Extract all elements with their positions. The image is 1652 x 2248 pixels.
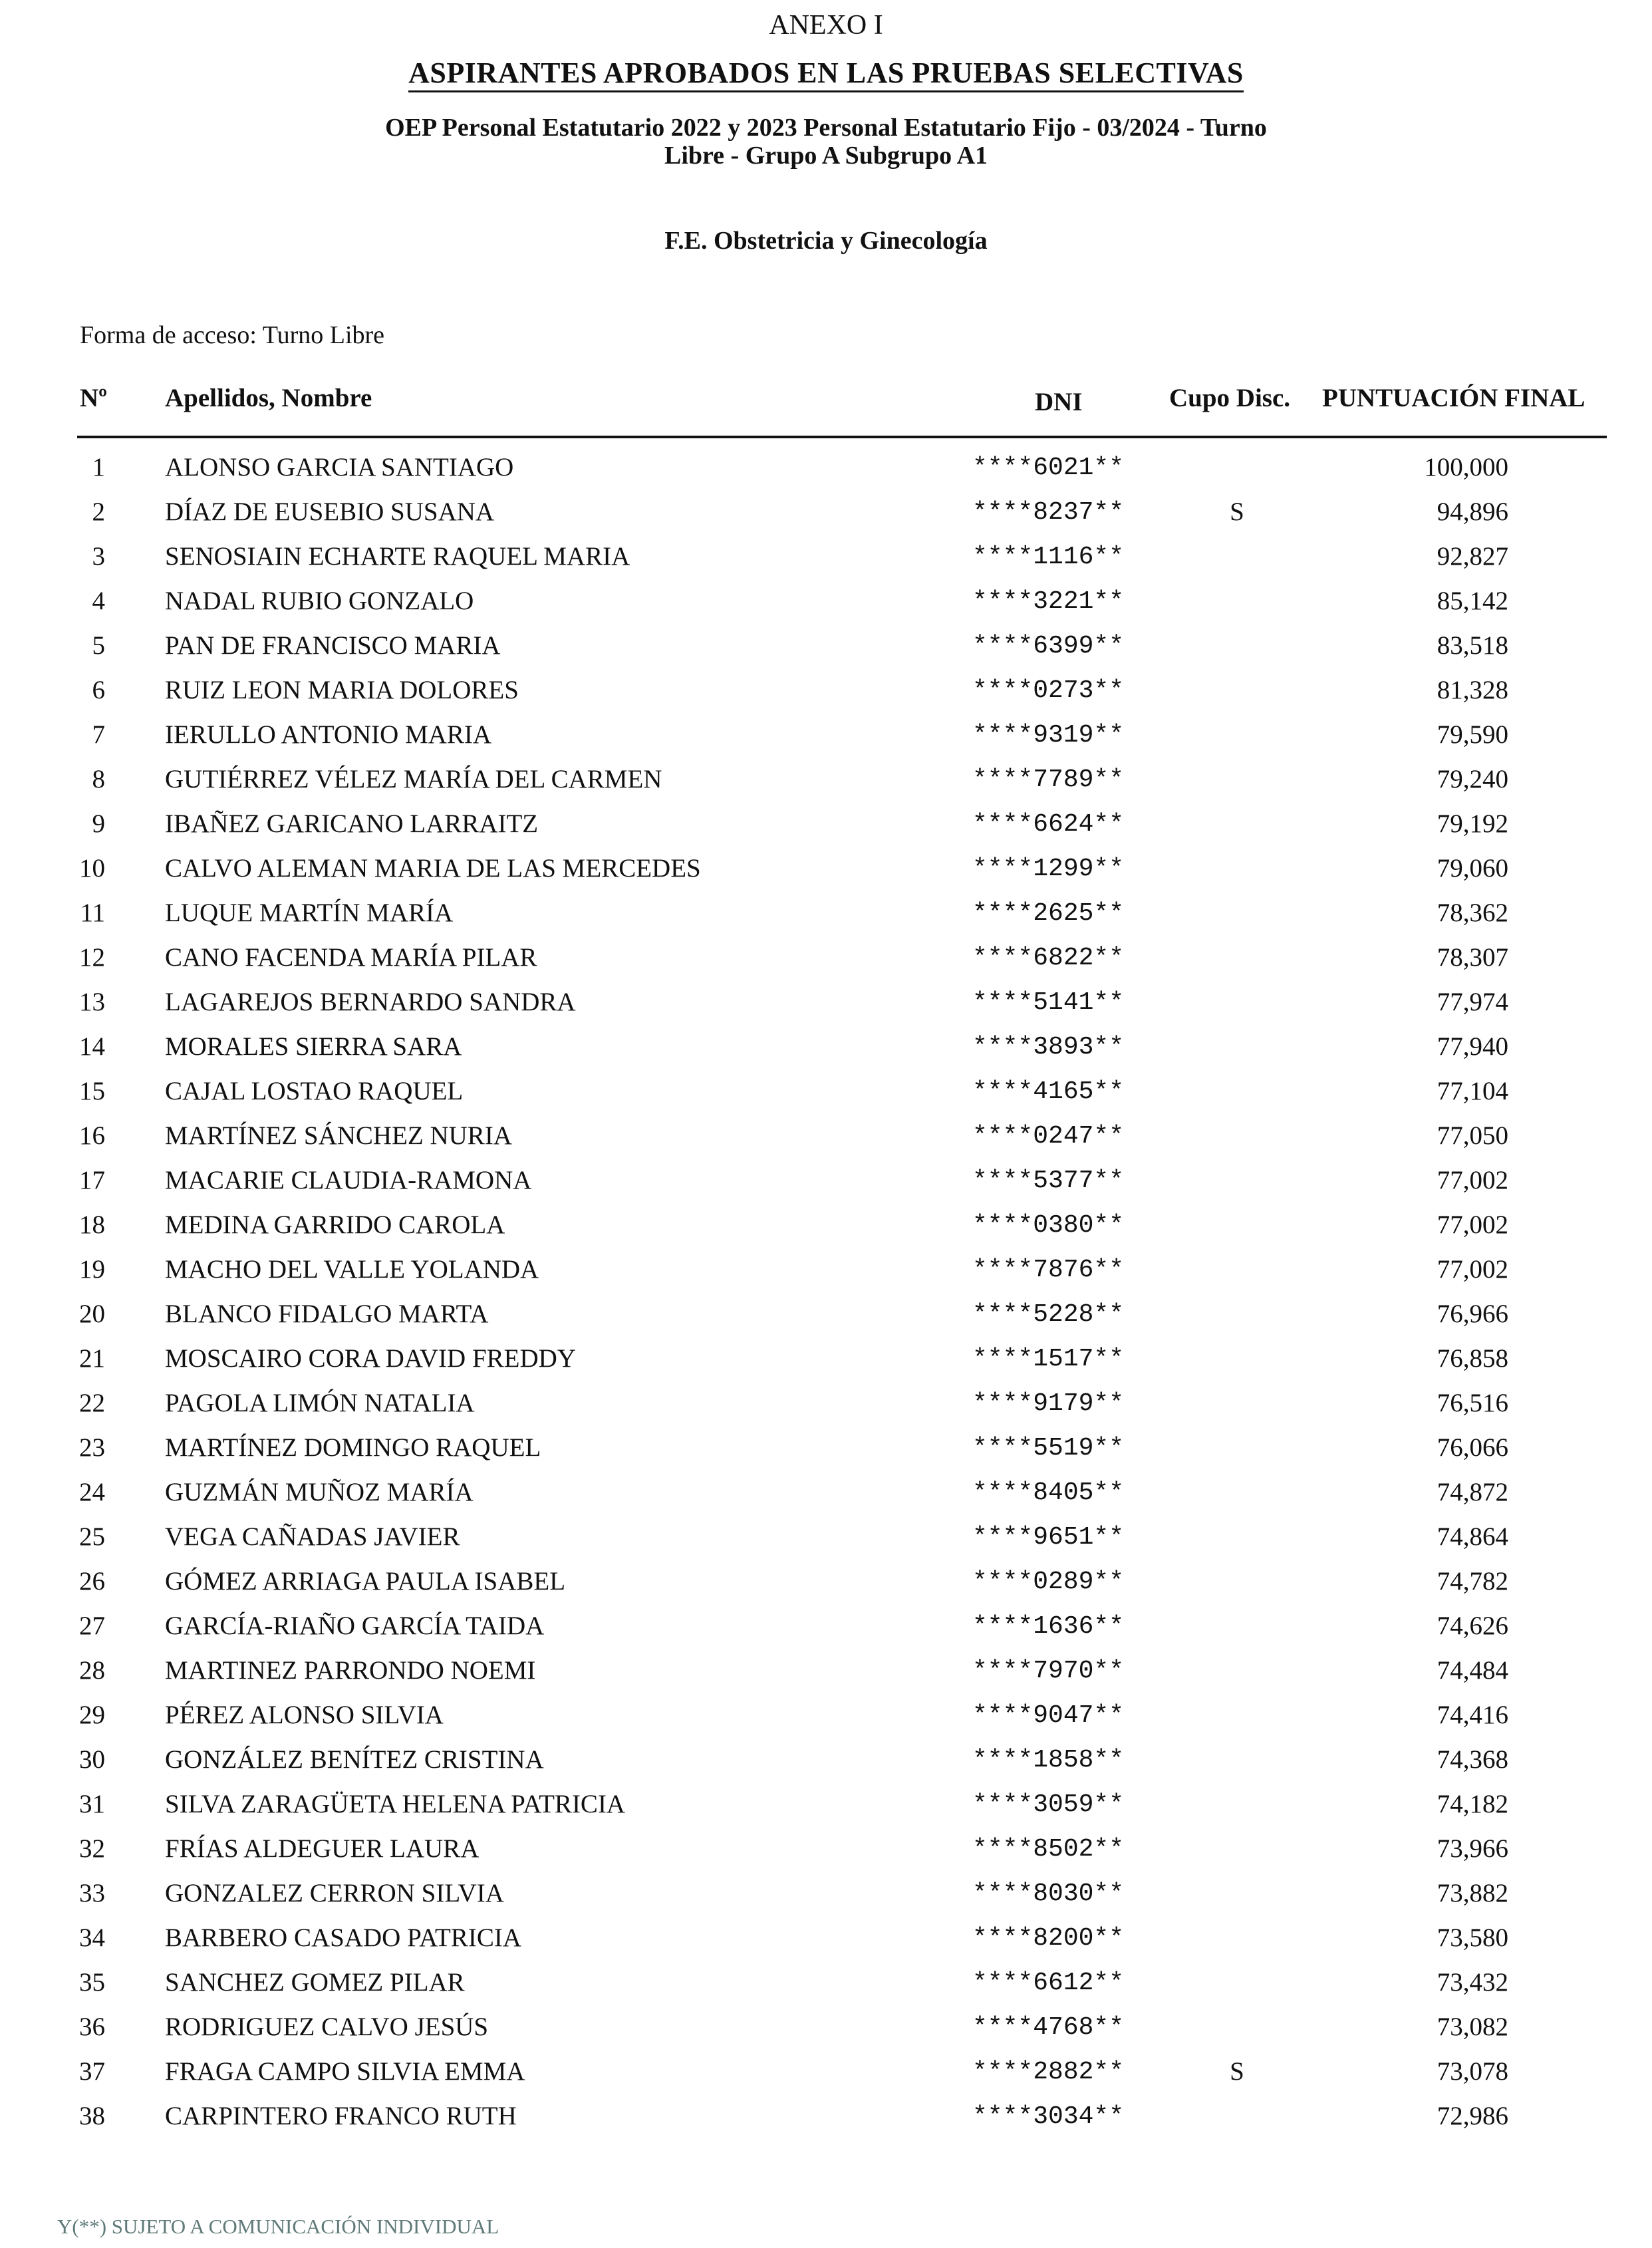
table-row [0,1611,1652,1655]
row-number: 11 [80,899,105,927]
row-dni: ****5141** [972,988,1125,1017]
row-name: DÍAZ DE EUSEBIO SUSANA [165,497,495,526]
access-mode: Forma de acceso: Turno Libre [80,321,385,349]
row-score: 77,002 [1437,1255,1508,1284]
subtitle-line-1: OEP Personal Estatutario 2022 y 2023 Personal Estatutario Fijo - 03/2024 - Turno [385,114,1267,142]
table-row [0,675,1652,720]
row-score: 78,307 [1437,943,1508,972]
footer-note: Y(**) SUJETO A COMUNICACIÓN INDIVIDUAL [57,2215,499,2238]
table-row [0,720,1652,764]
row-score: 74,626 [1437,1612,1508,1640]
row-dni: ****0273** [972,676,1125,705]
row-name: CALVO ALEMAN MARIA DE LAS MERCEDES [165,854,701,883]
row-name: MARTÍNEZ SÁNCHEZ NURIA [165,1121,512,1150]
row-name: MACHO DEL VALLE YOLANDA [165,1255,539,1284]
row-score: 76,516 [1437,1389,1508,1417]
table-row [0,1967,1652,2012]
row-number: 4 [92,587,105,615]
row-number: 29 [79,1701,105,1729]
row-dni: ****8405** [972,1478,1125,1507]
row-dni: ****8237** [972,498,1125,527]
row-number: 18 [79,1210,105,1239]
row-name: MEDINA GARRIDO CAROLA [165,1210,505,1239]
row-dni: ****8502** [972,1835,1125,1864]
row-name: RODRIGUEZ CALVO JESÚS [165,2013,489,2041]
table-row [0,1388,1652,1433]
row-score: 77,940 [1437,1032,1508,1061]
row-name: GARCÍA-RIAÑO GARCÍA TAIDA [165,1612,545,1640]
row-number: 13 [79,988,105,1016]
row-dni: ****4165** [972,1077,1125,1106]
row-number: 23 [79,1433,105,1462]
row-number: 9 [92,809,105,838]
row-name: MARTINEZ PARRONDO NOEMI [165,1656,536,1685]
row-score: 79,590 [1437,720,1508,749]
row-name: LUQUE MARTÍN MARÍA [165,899,454,927]
row-name: CAJAL LOSTAO RAQUEL [165,1077,464,1105]
subtitle-line-2: Libre - Grupo A Subgrupo A1 [664,142,988,170]
row-dni: ****1299** [972,855,1125,883]
row-dni: ****6399** [972,632,1125,660]
row-score: 74,368 [1437,1745,1508,1774]
row-score: 77,002 [1437,1166,1508,1194]
row-score: 73,432 [1437,1968,1508,1997]
row-dni: ****0380** [972,1211,1125,1240]
row-name: MORALES SIERRA SARA [165,1032,462,1061]
row-dni: ****6021** [972,454,1125,482]
table-row [0,1210,1652,1254]
column-header-cupo: Cupo Disc. [1169,384,1291,412]
row-score: 94,896 [1437,497,1508,526]
row-number: 28 [79,1656,105,1685]
row-number: 5 [92,631,105,660]
row-number: 19 [79,1255,105,1284]
row-score: 83,518 [1437,631,1508,660]
row-score: 78,362 [1437,899,1508,927]
row-dni: ****0247** [972,1122,1125,1151]
table-row [0,1923,1652,1967]
table-row [0,987,1652,1032]
column-header-number: Nº [80,384,108,412]
row-number: 15 [79,1077,105,1105]
row-number: 1 [92,453,105,482]
row-name: ALONSO GARCIA SANTIAGO [165,453,514,482]
row-name: PÉREZ ALONSO SILVIA [165,1701,444,1729]
candidates-table [0,452,1652,2146]
row-number: 33 [79,1879,105,1907]
table-row [0,1343,1652,1388]
table-row [0,1700,1652,1745]
table-row [0,541,1652,586]
row-name: VEGA CAÑADAS JAVIER [165,1522,460,1551]
row-number: 7 [92,720,105,749]
table-row [0,631,1652,675]
table-row [0,497,1652,541]
row-score: 79,192 [1437,809,1508,838]
row-name: PAN DE FRANCISCO MARIA [165,631,501,660]
row-name: BARBERO CASADO PATRICIA [165,1923,522,1952]
table-row [0,1433,1652,1477]
row-number: 24 [79,1478,105,1506]
table-row [0,809,1652,853]
row-number: 38 [79,2102,105,2130]
table-row [0,942,1652,987]
table-row [0,1566,1652,1611]
header-divider [77,436,1607,438]
column-header-dni: DNI [1035,388,1083,416]
row-score: 74,416 [1437,1701,1508,1729]
annex-label: ANEXO I [769,10,883,41]
row-score: 74,484 [1437,1656,1508,1685]
row-name: GUTIÉRREZ VÉLEZ MARÍA DEL CARMEN [165,765,662,793]
table-row [0,2012,1652,2056]
row-score: 77,974 [1437,988,1508,1016]
row-dni: ****8200** [972,1924,1125,1953]
row-name: CANO FACENDA MARÍA PILAR [165,943,537,972]
row-number: 20 [79,1300,105,1328]
row-dni: ****7970** [972,1657,1125,1685]
row-name: SENOSIAIN ECHARTE RAQUEL MARIA [165,542,630,571]
row-score: 85,142 [1437,587,1508,615]
row-dni: ****6822** [972,944,1125,972]
row-number: 30 [79,1745,105,1774]
row-score: 72,986 [1437,2102,1508,2130]
row-number: 34 [79,1923,105,1952]
row-dni: ****6612** [972,1969,1125,1997]
row-score: 73,882 [1437,1879,1508,1907]
row-name: NADAL RUBIO GONZALO [165,587,474,615]
row-name: FRAGA CAMPO SILVIA EMMA [165,2057,525,2086]
row-cupo: S [1230,2057,1244,2086]
table-row [0,1477,1652,1522]
row-score: 74,872 [1437,1478,1508,1506]
table-row [0,1789,1652,1834]
column-header-score: PUNTUACIÓN FINAL [1322,384,1585,412]
row-dni: ****5377** [972,1167,1125,1195]
row-number: 31 [79,1790,105,1818]
row-score: 77,002 [1437,1210,1508,1239]
row-score: 73,966 [1437,1834,1508,1863]
table-row [0,1655,1652,1700]
row-name: MARTÍNEZ DOMINGO RAQUEL [165,1433,541,1462]
table-row [0,1522,1652,1566]
row-dni: ****6624** [972,810,1125,839]
row-name: SILVA ZARAGÜETA HELENA PATRICIA [165,1790,626,1818]
table-row [0,1745,1652,1789]
page-title [0,56,1652,90]
row-score: 77,104 [1437,1077,1508,1105]
row-score: 92,827 [1437,542,1508,571]
row-number: 8 [92,765,105,793]
table-row [0,452,1652,497]
row-dni: ****8030** [972,1880,1125,1908]
row-name: IERULLO ANTONIO MARIA [165,720,492,749]
row-name: MACARIE CLAUDIA-RAMONA [165,1166,532,1194]
row-score: 74,782 [1437,1567,1508,1596]
row-name: GONZALEZ CERRON SILVIA [165,1879,504,1907]
row-score: 76,066 [1437,1433,1508,1462]
row-dni: ****5519** [972,1434,1125,1463]
row-number: 27 [79,1612,105,1640]
row-number: 21 [79,1344,105,1373]
table-row [0,1121,1652,1165]
row-number: 26 [79,1567,105,1596]
row-score: 74,182 [1437,1790,1508,1818]
row-number: 14 [79,1032,105,1061]
row-number: 17 [79,1166,105,1194]
row-number: 32 [79,1834,105,1863]
page-title-text: ASPIRANTES APROBADOS EN LAS PRUEBAS SELECTIVAS [408,57,1244,92]
row-dni: ****1517** [972,1345,1125,1373]
row-name: SANCHEZ GOMEZ PILAR [165,1968,465,1997]
row-dni: ****2625** [972,899,1125,928]
row-cupo: S [1230,497,1244,526]
row-dni: ****9319** [972,721,1125,750]
row-dni: ****3034** [972,2102,1125,2131]
row-dni: ****3059** [972,1790,1125,1819]
row-dni: ****7876** [972,1256,1125,1284]
table-row [0,1076,1652,1121]
table-row [0,1878,1652,1923]
table-row [0,898,1652,942]
specialty-title: F.E. Obstetricia y Ginecología [664,227,988,255]
row-name: GÓMEZ ARRIAGA PAULA ISABEL [165,1567,566,1596]
row-name: BLANCO FIDALGO MARTA [165,1300,489,1328]
row-name: GONZÁLEZ BENÍTEZ CRISTINA [165,1745,544,1774]
row-dni: ****5228** [972,1300,1125,1329]
row-name: GUZMÁN MUÑOZ MARÍA [165,1478,474,1506]
column-header-name: Apellidos, Nombre [165,384,372,412]
table-row [0,1032,1652,1076]
row-dni: ****1116** [972,543,1125,571]
row-number: 37 [79,2057,105,2086]
table-row [0,764,1652,809]
table-row [0,586,1652,631]
row-dni: ****1636** [972,1612,1125,1641]
row-dni: ****1858** [972,1746,1125,1774]
row-dni: ****2882** [972,2058,1125,2086]
row-score: 81,328 [1437,676,1508,704]
row-dni: ****9651** [972,1523,1125,1552]
row-score: 100,000 [1424,453,1508,482]
row-number: 25 [79,1522,105,1551]
row-score: 79,240 [1437,765,1508,793]
table-row [0,1165,1652,1210]
row-number: 12 [79,943,105,972]
row-dni: ****3221** [972,587,1125,616]
row-score: 73,580 [1437,1923,1508,1952]
row-score: 74,864 [1437,1522,1508,1551]
row-dni: ****7789** [972,766,1125,794]
row-name: FRÍAS ALDEGUER LAURA [165,1834,480,1863]
row-name: IBAÑEZ GARICANO LARRAITZ [165,809,539,838]
table-row [0,1299,1652,1343]
row-number: 3 [92,542,105,571]
row-dni: ****9179** [972,1389,1125,1418]
row-score: 73,082 [1437,2013,1508,2041]
table-row [0,853,1652,898]
row-score: 73,078 [1437,2057,1508,2086]
row-number: 36 [79,2013,105,2041]
row-number: 10 [79,854,105,883]
row-dni: ****0289** [972,1568,1125,1596]
table-row [0,1254,1652,1299]
row-dni: ****9047** [972,1701,1125,1730]
row-number: 22 [79,1389,105,1417]
row-number: 2 [92,497,105,526]
row-dni: ****3893** [972,1033,1125,1061]
row-dni: ****4768** [972,2013,1125,2042]
row-name: RUIZ LEON MARIA DOLORES [165,676,519,704]
row-score: 79,060 [1437,854,1508,883]
row-name: PAGOLA LIMÓN NATALIA [165,1389,475,1417]
row-score: 76,858 [1437,1344,1508,1373]
row-number: 35 [79,1968,105,1997]
table-row [0,2056,1652,2101]
row-score: 77,050 [1437,1121,1508,1150]
row-name: CARPINTERO FRANCO RUTH [165,2102,517,2130]
table-row [0,1834,1652,1878]
row-number: 6 [92,676,105,704]
row-score: 76,966 [1437,1300,1508,1328]
row-number: 16 [79,1121,105,1150]
row-name: LAGAREJOS BERNARDO SANDRA [165,988,576,1016]
row-name: MOSCAIRO CORA DAVID FREDDY [165,1344,576,1373]
table-row [0,2101,1652,2146]
